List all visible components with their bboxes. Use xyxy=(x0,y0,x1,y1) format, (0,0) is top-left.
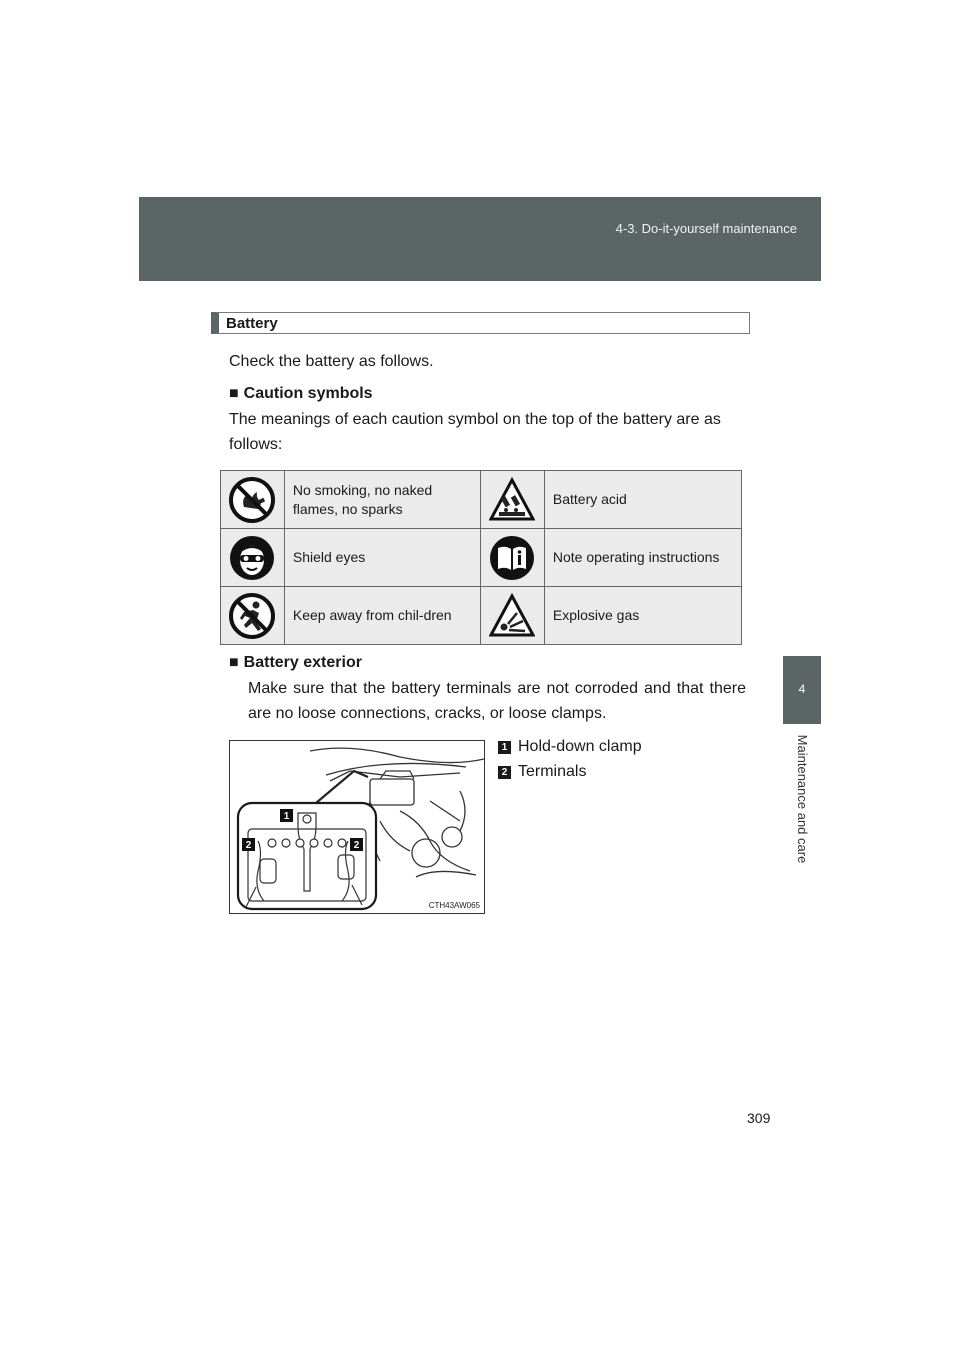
section-label: 4-3. Do-it-yourself maintenance xyxy=(615,221,797,236)
bullet-square: ■ xyxy=(229,654,239,671)
operating-instructions-icon xyxy=(489,535,535,581)
svg-text:1: 1 xyxy=(283,811,290,822)
figure-code: CTH43AW065 xyxy=(428,901,480,910)
caution-intro: The meanings of each caution symbol on the top of the battery are as follows: xyxy=(229,411,721,453)
symbol-cell xyxy=(221,529,285,587)
symbol-label: Keep away from chil-dren xyxy=(284,587,480,645)
callout-item xyxy=(498,738,642,756)
exterior-heading-text: Battery exterior xyxy=(243,654,362,671)
symbol-label: Explosive gas xyxy=(544,587,741,645)
table-row xyxy=(221,587,742,645)
callout-item xyxy=(498,763,586,781)
caution-symbols-table xyxy=(220,470,742,645)
callout-label: Terminals xyxy=(518,763,587,780)
explosive-gas-icon xyxy=(489,593,535,639)
battery-illustration xyxy=(230,741,484,913)
section-heading: Battery xyxy=(226,315,278,332)
no-smoking-icon xyxy=(229,477,275,523)
caution-heading xyxy=(229,385,373,403)
symbol-label: No smoking, no naked flames, no sparks xyxy=(284,471,480,529)
svg-text:2: 2 xyxy=(353,840,360,851)
symbol-cell xyxy=(481,529,545,587)
symbol-label: Note operating instructions xyxy=(544,529,741,587)
battery-acid-icon xyxy=(489,477,535,523)
symbol-cell xyxy=(221,587,285,645)
symbol-cell xyxy=(481,471,545,529)
section-heading-box xyxy=(211,312,750,334)
symbol-cell xyxy=(481,587,545,645)
page-number: 309 xyxy=(747,1110,771,1126)
bullet-square: ■ xyxy=(229,385,239,402)
shield-eyes-icon xyxy=(229,535,275,581)
svg-text:2: 2 xyxy=(245,840,252,851)
symbol-label: Shield eyes xyxy=(284,529,480,587)
chapter-title: Maintenance and care xyxy=(795,734,810,864)
exterior-text: Make sure that the battery terminals are not corroded and that there are no loose connections, cracks, or loose clamps. xyxy=(248,680,746,722)
intro-text: Check the battery as follows. xyxy=(229,353,434,370)
header-band xyxy=(139,197,821,281)
exterior-heading xyxy=(229,654,362,672)
table-row xyxy=(221,529,742,587)
battery-figure xyxy=(229,740,485,914)
callout-number: 2 xyxy=(498,766,511,779)
symbol-cell xyxy=(221,471,285,529)
caution-heading-text: Caution symbols xyxy=(243,385,373,402)
keep-away-children-icon xyxy=(229,593,275,639)
symbol-label: Battery acid xyxy=(544,471,741,529)
callout-label: Hold-down clamp xyxy=(518,738,642,755)
table-row xyxy=(221,471,742,529)
callout-number: 1 xyxy=(498,741,511,754)
chapter-number: 4 xyxy=(798,682,806,696)
